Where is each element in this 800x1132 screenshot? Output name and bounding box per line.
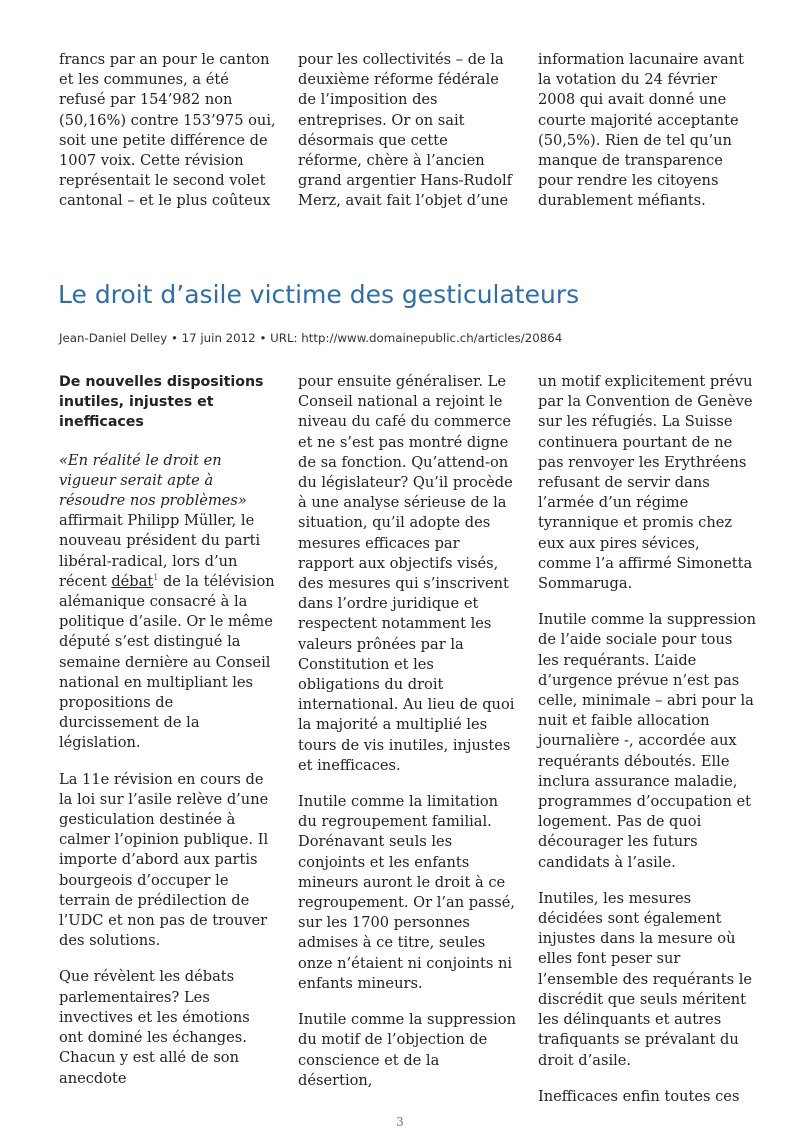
- paragraph: Inutile comme la suppression de l’aide sociale pour tous les requérants. L’aide d’urgence prévue n’est pas celle, minimale – abri pour la nuit et faible allocation journalière -, accordée aux requérants déboutés. Elle inclura assurance maladie, programmes d’occupation et logement. Pas de quoi décourager les futurs candidats à l’asile.: [538, 611, 756, 871]
- article-title: Le droit d’asile victime des gesticulateurs: [58, 280, 580, 309]
- paragraph: Inutile comme la limitation du regroupement familial. Dorénavant seuls les conjoints et les enfants mineurs auront le droit à ce regroupement. Or l’an passé, sur les 1700 personnes admises à ce titre, seules onze n’étaient ni conjoints ni enfants mineurs.: [298, 793, 516, 992]
- paragraph: Inefficaces enfin toutes ces: [538, 1087, 740, 1105]
- intro-text: affirmait Philipp Müller, le nouveau président du parti libéral-radical, lors d’un récent: [59, 512, 261, 590]
- paragraph: un motif explicitement prévu par la Convention de Genève sur les réfugiés. La Suisse continuera pourtant de ne pas renvoyer les Erythréens refusant de servir dans l’armée d’un régime tyrannique et promis chez eux aux pires sévices, comme l’a affirmé Simonetta Sommaruga.: [538, 373, 753, 593]
- article-byline: Jean-Daniel Delley • 17 juin 2012 • URL: http://www.domainepublic.ch/articles/20864: [59, 331, 563, 345]
- paragraph: La 11e révision en cours de la loi sur l’asile relève d’une gesticulation destinée à calmer l’opinion publique. Il importe d’abord aux partis bourgeois d’occuper le terrain de prédilection de l’UDC et non pas de trouver des solutions.: [59, 770, 269, 950]
- article-column-1: [59, 372, 277, 1089]
- paragraph: pour ensuite généraliser. Le Conseil national a rejoint le niveau du café du commerce et ne s’est pas montré digne de sa fonction. Qu’attend-on du législateur? Qu’il procède à une analyse sérieuse de la situation, qu’il adopte des mesures efficaces par rapport aux objectifs visés, des mesures qui s’inscrivent dans l’ordre juridique et respectent notamment les valeurs prônées par la Constitution et les obligations du droit international. Au lieu de quoi la majorité a multiplié les tours de vis inutiles, injustes et inefficaces.: [298, 373, 515, 774]
- continued-column-2: [298, 50, 516, 212]
- intro-paragraph: [59, 451, 277, 754]
- debat-link[interactable]: débat: [111, 572, 154, 590]
- article-column-3: [538, 372, 756, 1107]
- paragraph: Inutile comme la suppression du motif de l’objection de conscience et de la désertion,: [298, 1011, 516, 1089]
- article-subhead: De nouvelles dispositions inutiles, injustes et inefficaces: [59, 374, 264, 431]
- continued-column-1: [59, 50, 277, 212]
- intro-quote: «En réalité le droit en vigueur serait apte à résoudre nos problèmes»: [59, 451, 247, 510]
- paragraph: pour les collectivités – de la deuxième réforme fédérale de l’imposition des entreprises. Or on sait désormais que cette réforme, chère à l’ancien grand argentier Hans-Rudolf Merz, avait fait l’objet d’une: [298, 51, 513, 210]
- paragraph: francs par an pour le canton et les communes, a été refusé par 154’982 non (50,16%) contre 153’975 oui, soit une petite différence de 1007 voix. Cette révision représentait le second volet cantonal – et le plus coûteux: [59, 51, 276, 210]
- paragraph: information lacunaire avant la votation du 24 février 2008 qui avait donné une courte majorité acceptante (50,5%). Rien de tel qu’un manque de transparence pour rendre les citoyens durablement méfiants.: [538, 51, 744, 210]
- paragraph: Inutiles, les mesures décidées sont également injustes dans la mesure où elles font peser sur l’ensemble des requérants le discrédit que seuls méritent les délinquants et autres trafiquants se prévalant du droit d’asile.: [538, 889, 753, 1069]
- footnote-marker: 1: [153, 572, 159, 582]
- intro-text-end: de la télévision alémanique consacré à la politique d’asile. Or le même député s’est distingué la semaine dernière au Conseil national en multipliant les propositions de durcissement de la législation.: [59, 572, 275, 752]
- continued-column-3: [538, 50, 756, 212]
- paragraph: Que révèlent les débats parlementaires? Les invectives et les émotions ont dominé les échanges. Chacun y est allé de son anecdote: [59, 968, 250, 1087]
- article-column-2: [298, 372, 516, 1091]
- page-number: 3: [396, 1115, 404, 1129]
